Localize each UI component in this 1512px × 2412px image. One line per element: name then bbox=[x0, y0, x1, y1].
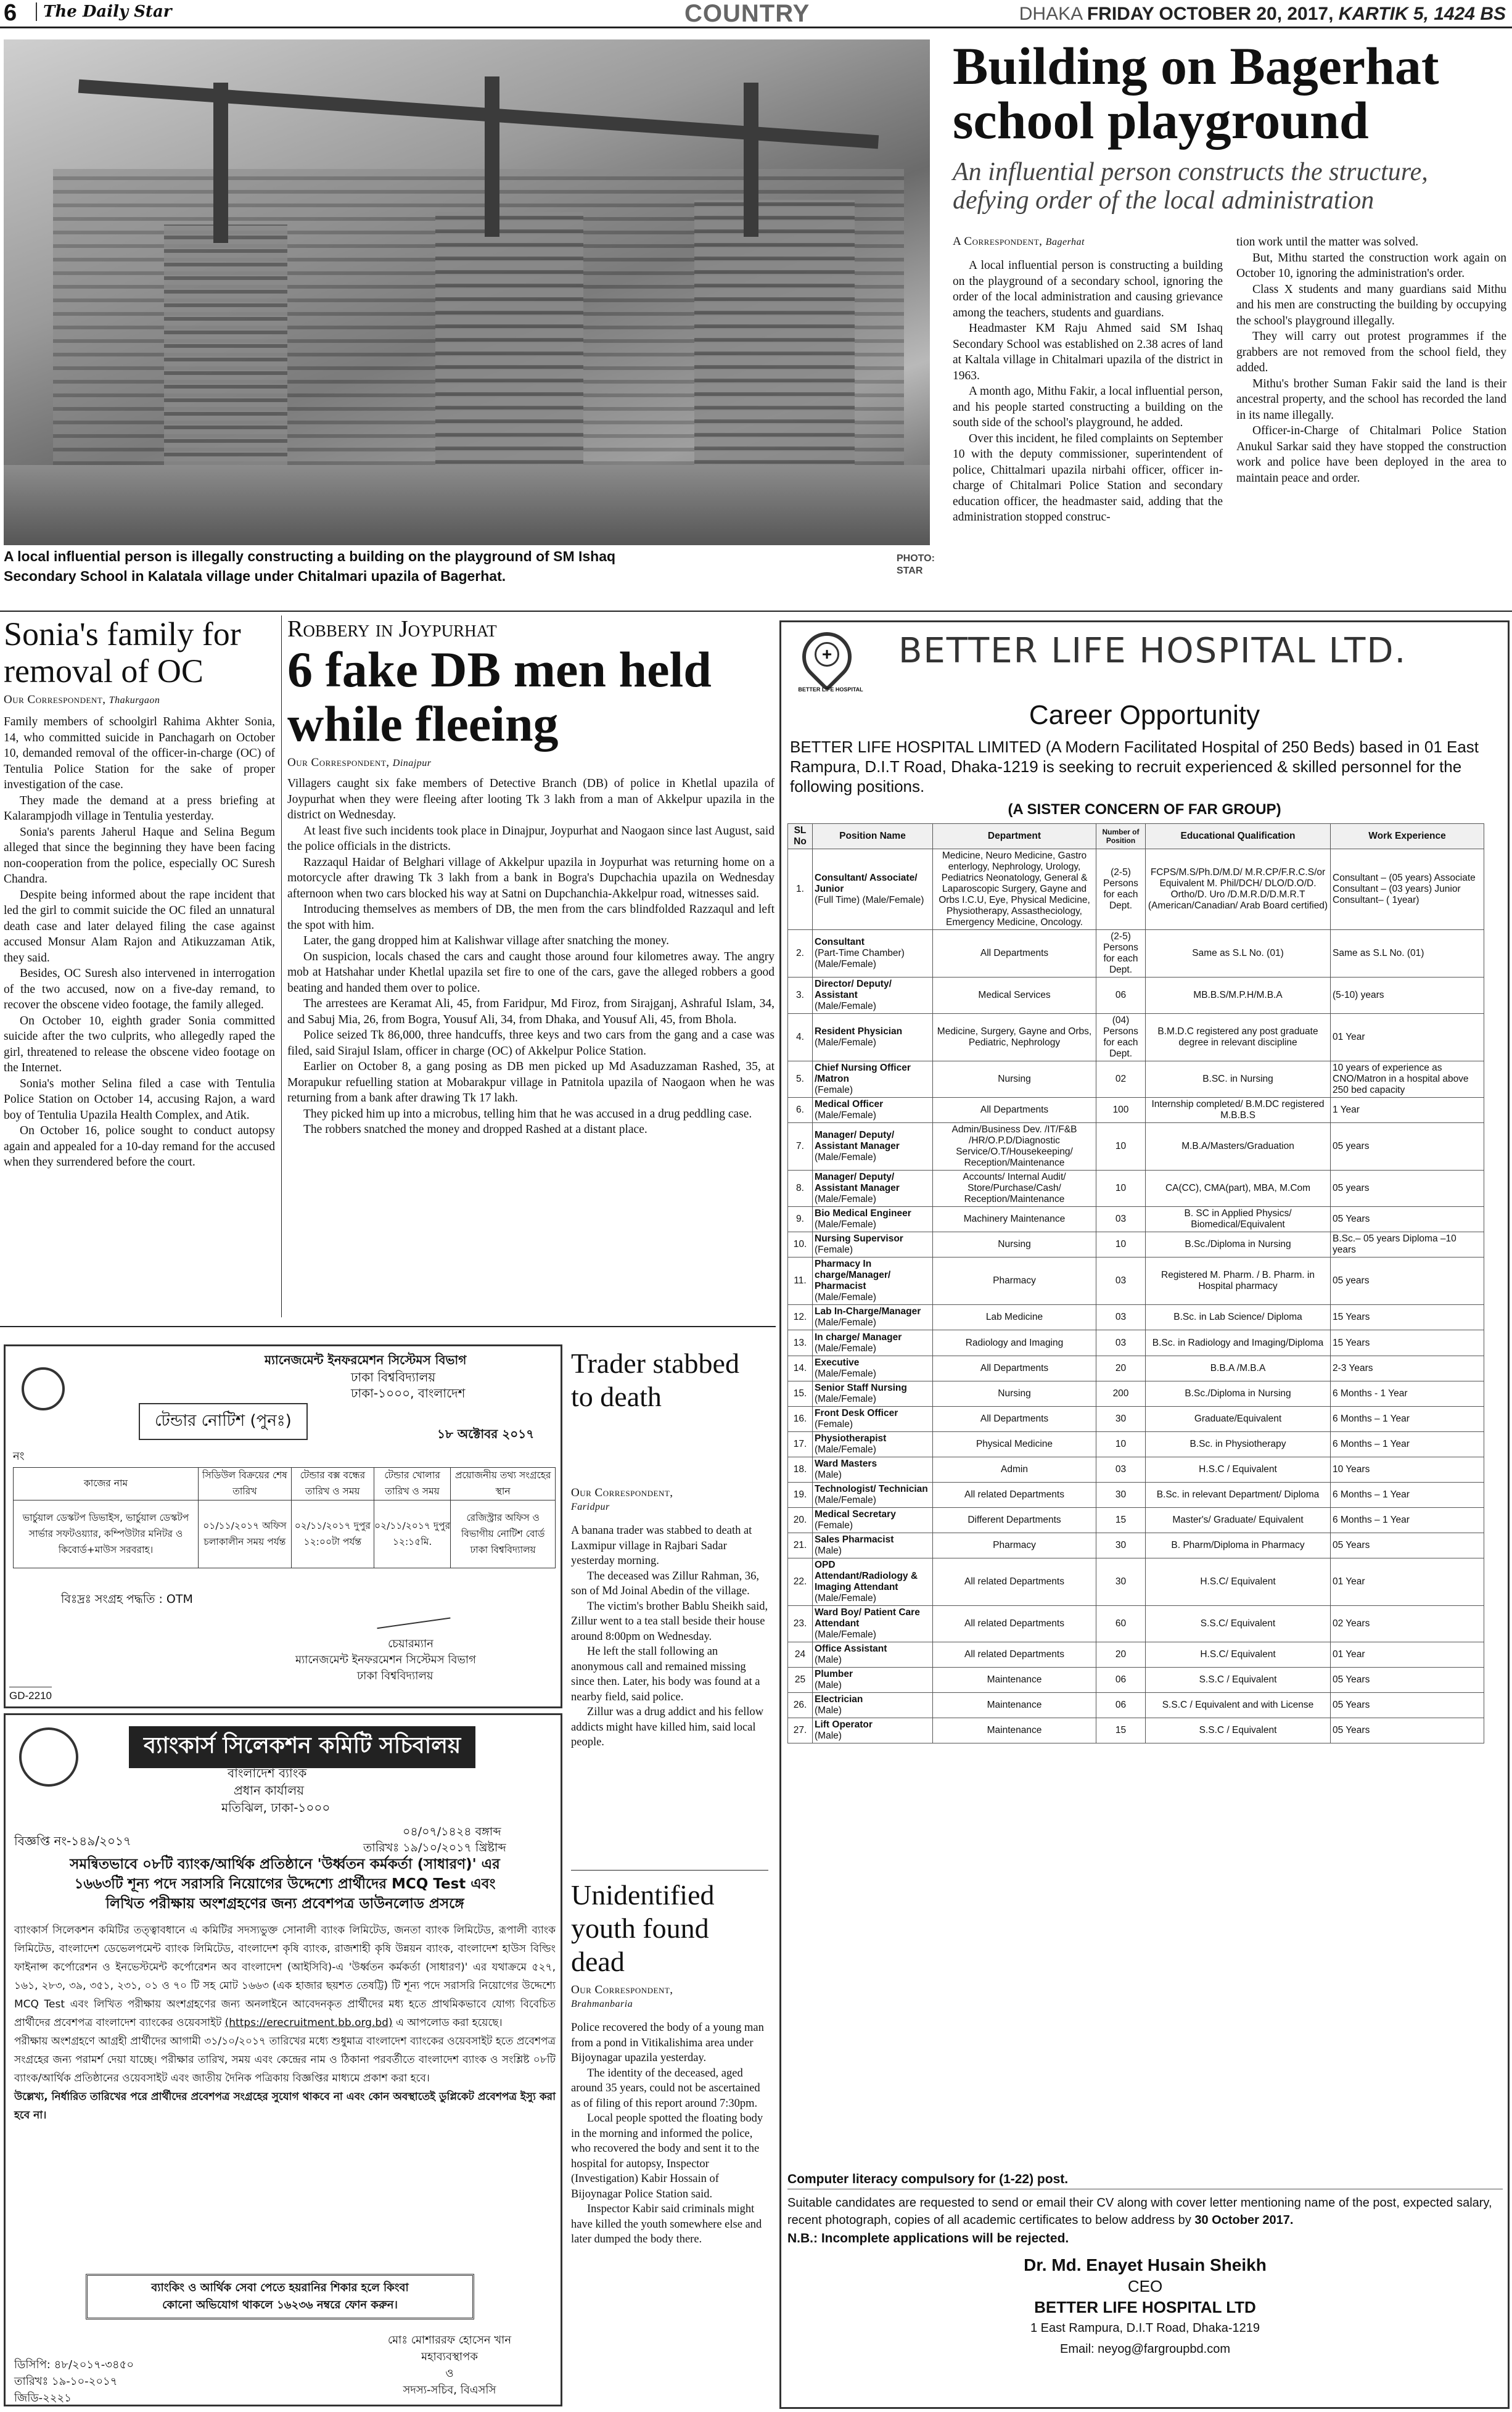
jobs-cell-number: 03 bbox=[1096, 1457, 1146, 1483]
tender-col-header: সিডিউল বিক্রয়ের শেষ তারিখ bbox=[199, 1468, 292, 1500]
divider bbox=[0, 611, 1512, 612]
jobs-cell-position: OPD Attendant/Radiology & Imaging Attendant (Male/Female) bbox=[813, 1558, 933, 1606]
table-row bbox=[788, 1508, 1484, 1533]
bangladesh-bank-seal-icon bbox=[19, 1727, 78, 1787]
lead-column-2: tion work until the matter was solved. But, Mithu started the construction work again on October 10, ignoring the administration's order. Class X students and many guardians said Mithu and his men are constructing the building by occupying the school's playground illegally. They will carry out protest programmes if the grabbers are not removed from the school field, they added. Mithu's brother Suman Fakir said the land is their ancestral property, and the school has recorded the land in its name illegally. Officer-in-Charge of Chitalmari Police Station Anukul Sarkar said they have stopped the construction work and police have been deployed in the area to maintain peace and order. bbox=[1236, 236, 1506, 485]
jobs-cell-department: Admin/Business Dev. /IT/F&B /HR/O.P.D/Diagnostic Service/O.T/Housekeeping/ Reception/Maintenance bbox=[933, 1123, 1096, 1171]
masthead: The Daily Star bbox=[36, 2, 171, 21]
jobs-cell-number: 20 bbox=[1096, 1356, 1146, 1381]
jobs-cell-position: Lab In-Charge/Manager (Male/Female) bbox=[813, 1305, 933, 1330]
jobs-cell-position: Manager/ Deputy/ Assistant Manager (Male/Female) bbox=[813, 1171, 933, 1207]
jobs-cell-experience: 6 Months – 1 Year bbox=[1331, 1483, 1484, 1508]
photo-caption: A local influential person is illegally constructing a building on the playground of SM Ishaq Secondary School in Kalatala village under Chitalmari upazila of Bagerhat. bbox=[4, 548, 616, 584]
jobs-cell-education: S.S.C / Equivalent bbox=[1146, 1718, 1331, 1743]
tender-address: ঢাকা-১০০০, বাংলাদেশ bbox=[351, 1386, 466, 1401]
jobs-cell-position: Lift Operator (Male) bbox=[813, 1718, 933, 1743]
tender-no-label: নং bbox=[13, 1450, 25, 1463]
jobs-cell-department: Medicine, Neuro Medicine, Gastro enterlogy, Nephrology, Urology, Pediatrics Neonatology, General & Laparoscopic Surgery, Gayne and Orbs I.C.U, Eye, Physical Medicine, Physiotherapy, Assastheciology, Emergency Medicine, Oncology. bbox=[933, 849, 1096, 930]
jobs-cell-experience: 10 years of experience as CNO/Matron in a hospital above 250 bed capacity bbox=[1331, 1061, 1484, 1098]
jobs-cell-position: Plumber (Male) bbox=[813, 1668, 933, 1693]
bank-refs: ডিসিপি: ৪৮/২০১৭-৩৪৫০ তারিখঃ ১৯-১০-২০১৭ জিডি-২২২১ bbox=[14, 2358, 134, 2405]
jobs-cell-number: 03 bbox=[1096, 1207, 1146, 1232]
bank-notice-no: বিজ্ঞপ্তি নং-১৪৯/২০১৭ bbox=[14, 1834, 131, 1848]
jobs-cell-experience: B.Sc.– 05 years Diploma –10 years bbox=[1331, 1232, 1484, 1257]
jobs-cell-experience: 6 Months – 1 Year bbox=[1331, 1432, 1484, 1457]
robbery-headline: 6 fake DB men held while fleeing bbox=[287, 641, 712, 752]
jobs-cell-experience: 01 Year bbox=[1331, 1014, 1484, 1061]
jobs-cell-number: 10 bbox=[1096, 1432, 1146, 1457]
jobs-cell-sl: 25 bbox=[788, 1668, 813, 1693]
jobs-cell-department: All Departments bbox=[933, 1356, 1096, 1381]
jobs-cell-experience: 01 Year bbox=[1331, 1642, 1484, 1668]
tender-code: GD-2210 bbox=[9, 1687, 52, 1702]
jobs-cell-education: B.Sc./Diploma in Nursing bbox=[1146, 1232, 1331, 1257]
bank-line: প্রধান কার্যালয় bbox=[234, 1783, 305, 1798]
jobs-cell-education: B.Sc. in Lab Science/ Diploma bbox=[1146, 1305, 1331, 1330]
jobs-cell-position: Electrician (Male) bbox=[813, 1693, 933, 1718]
jobs-cell-education: Graduate/Equivalent bbox=[1146, 1407, 1331, 1432]
jobs-col-header: Position Name bbox=[813, 824, 933, 849]
jobs-cell-education: B. Pharm/Diploma in Pharmacy bbox=[1146, 1533, 1331, 1558]
tender-method: বিঃদ্রঃ সংগ্রহ পদ্ধতি : OTM bbox=[61, 1592, 193, 1606]
jobs-cell-number: 20 bbox=[1096, 1642, 1146, 1668]
jobs-cell-education: MB.B.S/M.P.H/M.B.A bbox=[1146, 978, 1331, 1014]
jobs-cell-department: Nursing bbox=[933, 1381, 1096, 1407]
table-row bbox=[788, 1171, 1484, 1207]
bank-notice bbox=[4, 1713, 562, 2406]
jobs-cell-department: All related Departments bbox=[933, 1558, 1096, 1606]
jobs-cell-position: Office Assistant (Male) bbox=[813, 1642, 933, 1668]
jobs-cell-number: 10 bbox=[1096, 1171, 1146, 1207]
jobs-cell-experience: 6 Months – 1 Year bbox=[1331, 1508, 1484, 1533]
jobs-cell-sl: 11. bbox=[788, 1257, 813, 1305]
jobs-cell-position: Consultant (Part-Time Chamber) (Male/Female) bbox=[813, 930, 933, 978]
jobs-cell-position: Director/ Deputy/ Assistant (Male/Female) bbox=[813, 978, 933, 1014]
section-title: COUNTRY bbox=[684, 0, 810, 27]
jobs-cell-number: 02 bbox=[1096, 1061, 1146, 1098]
table-row bbox=[788, 1207, 1484, 1232]
jobs-cell-number: 06 bbox=[1096, 1668, 1146, 1693]
table-row bbox=[788, 1407, 1484, 1432]
table-row bbox=[788, 1356, 1484, 1381]
jobs-cell-experience: 15 Years bbox=[1331, 1305, 1484, 1330]
table-row bbox=[788, 1642, 1484, 1668]
jobs-cell-department: All related Departments bbox=[933, 1483, 1096, 1508]
jobs-cell-position: Pharmacy In charge/Manager/ Pharmacist (Male/Female) bbox=[813, 1257, 933, 1305]
jobs-cell-position: Manager/ Deputy/ Assistant Manager (Male/Female) bbox=[813, 1123, 933, 1171]
jobs-cell-sl: 27. bbox=[788, 1718, 813, 1743]
jobs-cell-number: 03 bbox=[1096, 1257, 1146, 1305]
jobs-cell-sl: 18. bbox=[788, 1457, 813, 1483]
jobs-col-header: Educational Qualification bbox=[1146, 824, 1331, 849]
robbery-kicker: Robbery in Joypurhat bbox=[287, 616, 497, 642]
tender-cell: ০২/১১/২০১৭ দুপুর ১২:০০টা পর্যন্ত bbox=[291, 1500, 374, 1568]
hospital-title: Career Opportunity bbox=[1029, 700, 1260, 730]
jobs-cell-education: H.S.C/ Equivalent bbox=[1146, 1558, 1331, 1606]
table-row bbox=[788, 930, 1484, 978]
jobs-cell-department: Nursing bbox=[933, 1061, 1096, 1098]
tender-title: টেন্ডার নোটিশ (পুনঃ) bbox=[139, 1403, 308, 1440]
lead-deck: An influential person constructs the structure, defying order of the local administration bbox=[953, 158, 1428, 215]
jobs-cell-number: 06 bbox=[1096, 1693, 1146, 1718]
jobs-cell-experience: 05 years bbox=[1331, 1171, 1484, 1207]
table-row bbox=[788, 1123, 1484, 1171]
jobs-cell-number: (2-5) Persons for each Dept. bbox=[1096, 849, 1146, 930]
jobs-cell-sl: 19. bbox=[788, 1483, 813, 1508]
jobs-col-header: Number of Position bbox=[1096, 824, 1146, 849]
table-row bbox=[788, 1061, 1484, 1098]
jobs-cell-sl: 8. bbox=[788, 1171, 813, 1207]
jobs-cell-sl: 16. bbox=[788, 1407, 813, 1432]
jobs-cell-position: Physiotherapist (Male/Female) bbox=[813, 1432, 933, 1457]
medical-cross-icon: + bbox=[815, 642, 839, 667]
jobs-cell-experience: Same as S.L No. (01) bbox=[1331, 930, 1484, 978]
jobs-cell-experience: 01 Year bbox=[1331, 1558, 1484, 1606]
youth-headline: Unidentified youth found dead bbox=[571, 1879, 715, 1977]
jobs-cell-experience: 05 Years bbox=[1331, 1207, 1484, 1232]
jobs-cell-sl: 22. bbox=[788, 1558, 813, 1606]
lead-byline: A Correspondent, Bagerhat bbox=[953, 235, 1085, 248]
jobs-cell-department: Pharmacy bbox=[933, 1533, 1096, 1558]
jobs-cell-education: B.M.D.C registered any post graduate degree in relevant discipline bbox=[1146, 1014, 1331, 1061]
robbery-byline: Our Correspondent, Dinajpur bbox=[287, 756, 432, 769]
robbery-body: Villagers caught six fake members of Detective Branch (DB) of police in Khetlal upazila of Joypurhat when they were fleeing after looting Tk 3 lakh from a man of Akkelpur upazila in the district on Wednesday. At least five such incidents took place in Dinajpur, Joypurhat and Naogaon since last August, said the police officials in the districts. Razzaqul Haidar of Belghari village of Akkelpur upazila in Joypurhat was returning home on a motorcycle after drawing Tk 3 lakh from a bank in Bogra's Dupchachia upazila on Wednesday afternoon when two cars blocked his way at Satni on Dupchanchia-Akkelpur road, witnesses said. Introducing themselves as members of DB, the men from the cars blindfolded Razzaqul and left the spot with him. Later, the gang dropped him at Kalishwar village after snatching the money. On suspicion, locals chased the cars and caught those around four kilometres away. The angry mob at Hatshahar under Khetlal upazila set fire to one of the cars, gave the alleged robbers a good beating and handed them over to police. The arrestees are Keramat Ali, 45, from Faridpur, Md Firoz, from Sirajganj, Ashraful Islam, 34, and Sabuj Mia, 26, from Bogra, Yousuf Ali, 34, from Dhaka, and Yousuf Ali, 45, from Bhola. Police seized Tk 86,000, three handcuffs, three keys and two cars from the gang and a case was filed, said Sirajul Islam, officer in charge (OC) of Akkelpur Police Station. Earlier on October 8, a gang posing as DB men picked up Md Asaduzzaman Rashed, 35, at Morapukur refuelling station at Mobarakpur village in Patnitola upazila of Naogaon when he was returning from a bank after drawing Tk 17 lakh. They picked him up into a microbus, telling him that he was accused in a drug peddling case. The robbers snatched the money and dropped Rashed at a distant place. bbox=[287, 777, 774, 1136]
university-seal-icon bbox=[22, 1367, 65, 1410]
jobs-cell-department: All Departments bbox=[933, 1098, 1096, 1123]
jobs-cell-department: All Departments bbox=[933, 1407, 1096, 1432]
tender-cell: ০১/১১/২০১৭ অফিস চলাকালীন সময় পর্যন্ত bbox=[199, 1500, 292, 1568]
bank-body: ব্যাংকার্স সিলেকশন কমিটির তত্ত্বাবধানে এ কমিটির সদস্যভুক্ত সোনালী ব্যাংক লিমিটেড, জনতা ব্যাংক লিমিটেড, রূপালী ব্যাংক লিমিটেড, বাংলাদেশ ডেভেলপমেন্ট ব্যাংক লিমিটেড, বাংলাদেশ কৃষি ব্যাংক, রাজশাহী কৃষি উন্নয়ন ব্যাংক, বাংলাদেশ হাউস বিল্ডিং ফাইনান্স কর্পোরেশন ও ইনভেস্টমেন্ট কর্পোরেশন অব বাংলাদেশ (আইসিবি)-এ 'উর্ধ্বতন কর্মকর্তা (সাধারণ)' এর যথাক্রমে ৫২৭, ১৬১, ২৮৩, ৩৯, ৩৫১, ২৩১, ০১ ও ৭০ টি সহ মোট ১৬৬৩ (এক হাজার ছয়শত তেষট্টি) টি শূন্য পদে সরাসরি নিয়োগের উদ্দেশ্যে MCQ Test এবং লিখিত পরীক্ষায় অংশগ্রহণের জন্য অনলাইনে আবেদনকৃত প্রার্থীদের মধ্য হতে প্রাথমিকভাবে যোগ্য বিবেচিত প্রার্থীদের প্রবেশপত্র বাংলাদেশ ব্যাংকের ওয়েবসাইট (https://erecruitment.bb.org.bd) এ আপলোড করা হয়েছে। পরীক্ষায় অংশগ্রহণে আগ্রহী প্রার্থীদের আগামী ৩১/১০/২০১৭ তারিখের মধ্যে শুধুমাত্র বাংলাদেশ ব্যাংকের ওয়েবসাইট হতে প্রবেশপত্র সংগ্রহের জন্য পরামর্শ দেয়া যাচ্ছে। পরীক্ষার তারিখ, সময় এবং কেন্দ্রের নাম ও ঠিকানা পরবর্তীতে বাংলাদেশ ব্যাংক ও সংশ্লিষ্ট ০৮টি ব্যাংক/আর্থিক প্রতিষ্ঠানের ওয়েবসাইট এবং জাতীয় দৈনিক পত্রিকায় বিজ্ঞপ্তির মাধ্যমে প্রকাশ করা হবে। উল্লেখ্য, নির্ধারিত তারিখের পরে প্রার্থীদের প্রবেশপত্র সংগ্রহের সুযোগ থাকবে না এবং কোন অবস্থাতেই ডুপ্লিকেট প্রবেশপত্র ইস্যু করা হবে না। bbox=[14, 1924, 556, 2122]
table-row bbox=[788, 1305, 1484, 1330]
jobs-cell-department: Accounts/ Internal Audit/ Store/Purchase/Cash/ Reception/Maintenance bbox=[933, 1171, 1096, 1207]
hospital-logo bbox=[794, 627, 861, 695]
signature-icon bbox=[374, 1600, 450, 1629]
jobs-cell-number: (2-5) Persons for each Dept. bbox=[1096, 930, 1146, 978]
jobs-table bbox=[787, 823, 1484, 1743]
table-row bbox=[788, 1330, 1484, 1356]
page-number: 6 bbox=[4, 0, 17, 26]
tender-col-header: টেন্ডার খোলার তারিখ ও সময় bbox=[374, 1468, 450, 1500]
trader-body: A banana trader was stabbed to death at Laxmipur village in Rajbari Sadar yesterday morning. The deceased was Zillur Rahman, 36, son of Md Joinal Abedin of the village. The victim's brother Bablu Sheikh said, Zillur went to a tea stall beside their house around 8:00pm on Wednesday. He left the stall following an anonymous call and remained missing since then. Later, his body was found at a nearby field, said police. Zillur was a drug addict and his fellow addicts might have killed him, said local people. bbox=[571, 1525, 768, 1748]
jobs-cell-number: 03 bbox=[1096, 1330, 1146, 1356]
tender-signer: চেয়ারম্যান bbox=[388, 1637, 433, 1650]
jobs-cell-sl: 24 bbox=[788, 1642, 813, 1668]
table-row bbox=[788, 1232, 1484, 1257]
jobs-cell-sl: 7. bbox=[788, 1123, 813, 1171]
table-row bbox=[788, 849, 1484, 930]
jobs-cell-position: Ward Masters (Male) bbox=[813, 1457, 933, 1483]
jobs-cell-education: B.B.A /M.B.A bbox=[1146, 1356, 1331, 1381]
table-row bbox=[788, 1533, 1484, 1558]
jobs-cell-education: B.Sc./Diploma in Nursing bbox=[1146, 1381, 1331, 1407]
tender-univ: ঢাকা বিশ্ববিদ্যালয় bbox=[351, 1370, 436, 1385]
hospital-email[interactable]: Email: neyog@fargroupbd.com bbox=[1060, 2342, 1230, 2356]
tender-cell: ০২/১১/২০১৭ দুপুর ১২:১৫মি. bbox=[374, 1500, 450, 1568]
table-row bbox=[788, 1457, 1484, 1483]
table-row bbox=[788, 1483, 1484, 1508]
jobs-cell-sl: 9. bbox=[788, 1207, 813, 1232]
jobs-cell-number: 30 bbox=[1096, 1533, 1146, 1558]
hospital-ad bbox=[779, 620, 1510, 2409]
table-row bbox=[788, 1668, 1484, 1693]
jobs-cell-number: 15 bbox=[1096, 1508, 1146, 1533]
jobs-cell-education: H.S.C / Equivalent bbox=[1146, 1457, 1331, 1483]
table-row bbox=[788, 1098, 1484, 1123]
jobs-cell-education: B.SC. in Nursing bbox=[1146, 1061, 1331, 1098]
jobs-cell-department: Maintenance bbox=[933, 1668, 1096, 1693]
jobs-cell-experience: 2-3 Years bbox=[1331, 1356, 1484, 1381]
jobs-cell-education: H.S.C/ Equivalent bbox=[1146, 1642, 1331, 1668]
jobs-cell-number: 10 bbox=[1096, 1232, 1146, 1257]
jobs-col-header: SL No bbox=[788, 824, 813, 849]
tender-col-header: প্রয়োজনীয় তথ্য সংগ্রহের স্থান bbox=[451, 1468, 556, 1500]
jobs-cell-education: CA(CC), CMA(part), MBA, M.Com bbox=[1146, 1171, 1331, 1207]
tender-col-header: কাজের নাম bbox=[14, 1468, 199, 1500]
jobs-cell-experience: 6 Months - 1 Year bbox=[1331, 1381, 1484, 1407]
jobs-cell-experience: 02 Years bbox=[1331, 1606, 1484, 1642]
jobs-cell-department: Pharmacy bbox=[933, 1257, 1096, 1305]
sonia-body: Family members of schoolgirl Rahima Akhter Sonia, 14, who committed suicide in Panchagarh on October 10, demanded removal of the officer-in-charge (OC) of Tentulia Police Station for the sake of proper investigation of the case. They made the demand at a press briefing at Kalarampjodh village in Tentulia yesterday. Sonia's parents Jaherul Haque and Selina Begum alleged that since the beginning they have been facing non-cooperation from the police, especially OC Suresh Chandra. Despite being informed about the rape incident that led the girl to commit suicide the OC filed an unnatural death case and later delayed filing the case against accused Monsur Alam Rajon and Atikuzzaman Atik, they said. Besides, OC Suresh also intervened in interrogation of the two accused, now on a five-day remand, to recover the obscene video footage, the family alleged. On October 10, eighth grader Sonia committed suicide after the two culprits, who allegedly raped the girl, threatened to release the obscene video footage on the Internet. Sonia's mother Selina filed a case with Tentulia Police Station on October 14, accusing Rajon, a ward boy of Tentulia Upazila Health Complex, and Atik. On October 16, police sought to conduct autopsy again and appealed for a 10-day remand for the accused when they surrendered before the court. bbox=[4, 715, 275, 1169]
jobs-cell-department: Maintenance bbox=[933, 1693, 1096, 1718]
jobs-cell-sl: 1. bbox=[788, 849, 813, 930]
jobs-cell-position: Medical Secretary (Female) bbox=[813, 1508, 933, 1533]
jobs-cell-number: 10 bbox=[1096, 1123, 1146, 1171]
bank-title: ব্যাংকার্স সিলেকশন কমিটি সচিবালয় bbox=[129, 1726, 475, 1768]
jobs-cell-sl: 17. bbox=[788, 1432, 813, 1457]
table-row bbox=[788, 1718, 1484, 1743]
tender-notice bbox=[4, 1344, 562, 1708]
jobs-cell-education: FCPS/M.S/Ph.D/M.D/ M.R.CP/F.R.C.S/or Equivalent M. Phil/DCH/ DLO/D.O/D. Ortho/D. Uro /D.M.R.D/D.M.R.T (American/Canadian/ Arab Board certified) bbox=[1146, 849, 1331, 930]
jobs-cell-experience: 6 Months – 1 Year bbox=[1331, 1407, 1484, 1432]
jobs-cell-experience: 10 Years bbox=[1331, 1457, 1484, 1483]
jobs-cell-sl: 12. bbox=[788, 1305, 813, 1330]
jobs-cell-number: 30 bbox=[1096, 1483, 1146, 1508]
jobs-cell-education: Internship completed/ B.M.DC registered M.B.B.S bbox=[1146, 1098, 1331, 1123]
jobs-cell-number: 30 bbox=[1096, 1558, 1146, 1606]
trader-headline: Trader stabbed to death bbox=[571, 1348, 739, 1412]
bank-date: ০৪/০৭/১৪২৪ বঙ্গাব্দ তারিখঃ ১৯/১০/২০১৭ খ্রিষ্টাব্দ bbox=[363, 1825, 506, 1854]
table-row bbox=[788, 978, 1484, 1014]
jobs-cell-department: Medicine, Surgery, Gayne and Orbs, Pediatric, Nephrology bbox=[933, 1014, 1096, 1061]
jobs-cell-education: Same as S.L No. (01) bbox=[1146, 930, 1331, 978]
bank-url-link[interactable]: (https://erecruitment.bb.org.bd) bbox=[224, 2017, 393, 2029]
jobs-cell-position: Consultant/ Associate/ Junior (Full Time) (Male/Female) bbox=[813, 849, 933, 930]
divider bbox=[0, 1326, 776, 1327]
jobs-cell-position: Resident Physician (Male/Female) bbox=[813, 1014, 933, 1061]
jobs-cell-number: (04) Persons for each Dept. bbox=[1096, 1014, 1146, 1061]
jobs-cell-position: Front Desk Officer (Female) bbox=[813, 1407, 933, 1432]
jobs-cell-position: Ward Boy/ Patient Care Attendant (Male/Female) bbox=[813, 1606, 933, 1642]
bank-hotline: ব্যাংকিং ও আর্থিক সেবা পেতে হয়রানির শিকার হলে কিংবা কোনো অভিযোগ থাকলে ১৬২৩৬ নম্বরে ফোন করুন। bbox=[86, 2274, 474, 2319]
jobs-cell-sl: 23. bbox=[788, 1606, 813, 1642]
hospital-apply-note: Suitable candidates are requested to send or email their CV along with cover letter mentioning name of the post, expected salary, recent photograph, copies of all academic certificates to below address by 30 October 2017. bbox=[787, 2196, 1492, 2227]
jobs-cell-department: Radiology and Imaging bbox=[933, 1330, 1096, 1356]
sonia-byline: Our Correspondent, Thakurgaon bbox=[4, 693, 160, 706]
jobs-cell-education: S.S.C / Equivalent and with License bbox=[1146, 1693, 1331, 1718]
jobs-cell-experience: (5-10) years bbox=[1331, 978, 1484, 1014]
jobs-cell-sl: 2. bbox=[788, 930, 813, 978]
tender-date: ১৮ অক্টোবর ২০১৭ bbox=[437, 1426, 535, 1441]
jobs-cell-sl: 10. bbox=[788, 1232, 813, 1257]
bank-signer: মোঃ মোশাররফ হোসেন খান মহাব্যবস্থাপক ও সদস্য-সচিব, বিএসসি bbox=[387, 2334, 512, 2397]
hospital-sister: (A SISTER CONCERN OF FAR GROUP) bbox=[1008, 801, 1281, 818]
jobs-col-header: Department bbox=[933, 824, 1096, 849]
jobs-cell-number: 03 bbox=[1096, 1305, 1146, 1330]
jobs-cell-education: B. SC in Applied Physics/ Biomedical/Equivalent bbox=[1146, 1207, 1331, 1232]
tender-signer-univ: ঢাকা বিশ্ববিদ্যালয় bbox=[357, 1669, 433, 1682]
jobs-cell-department: Nursing bbox=[933, 1232, 1096, 1257]
sonia-headline: Sonia's family for removal of OC bbox=[4, 615, 241, 689]
table-row bbox=[788, 1558, 1484, 1606]
jobs-cell-experience: 05 Years bbox=[1331, 1668, 1484, 1693]
tender-cell: ভার্চুয়াল ডেস্কটপ ডিভাইস, ভার্চুয়াল ডেস্কটপ সার্ভার সফটওয়্যার, কম্পিউটার মনিটর ও কিবোর্ড+মাউস সরবরাহ। bbox=[14, 1500, 199, 1568]
jobs-cell-sl: 6. bbox=[788, 1098, 813, 1123]
jobs-cell-department: All Departments bbox=[933, 930, 1096, 978]
jobs-cell-position: In charge/ Manager (Male/Female) bbox=[813, 1330, 933, 1356]
tender-office: ম্যানেজমেন্ট ইনফরমেশন সিস্টেমস বিভাগ bbox=[265, 1352, 467, 1367]
jobs-cell-department: Lab Medicine bbox=[933, 1305, 1096, 1330]
jobs-cell-department: Medical Services bbox=[933, 978, 1096, 1014]
jobs-cell-experience: 05 Years bbox=[1331, 1693, 1484, 1718]
jobs-cell-position: Bio Medical Engineer (Male/Female) bbox=[813, 1207, 933, 1232]
tender-col-header: টেন্ডার বক্স বন্ধের তারিখ ও সময় bbox=[291, 1468, 374, 1500]
bank-line: মতিঝিল, ঢাকা-১০০০ bbox=[221, 1800, 331, 1815]
jobs-cell-sl: 13. bbox=[788, 1330, 813, 1356]
jobs-cell-number: 30 bbox=[1096, 1407, 1146, 1432]
hospital-nb: N.B.: Incomplete applications will be rejected. bbox=[787, 2231, 1069, 2245]
jobs-cell-department: Maintenance bbox=[933, 1718, 1096, 1743]
bank-line: বাংলাদেশ ব্যাংক bbox=[228, 1766, 307, 1780]
tender-signer-office: ম্যানেজমেন্ট ইনফরমেশন সিস্টেমস বিভাগ bbox=[295, 1653, 476, 1666]
jobs-cell-position: Medical Officer (Male/Female) bbox=[813, 1098, 933, 1123]
jobs-cell-sl: 5. bbox=[788, 1061, 813, 1098]
jobs-cell-number: 100 bbox=[1096, 1098, 1146, 1123]
lead-column-1: A local influential person is constructing a building on the playground of a secondary school, ignoring the order of the local administration and causing grievance among the teachers, students and guardians. Headmaster KM Raju Ahmed said SM Ishaq Secondary School was established on 2.38 acres of land at Kaltala village in Chitalmari upazila of the district in 1963. A month ago, Mithu Fakir, a local influential person, and his people started constructing a building on the south side of the school's playground, he added. Over this incident, he filed complaints on September 10 with the deputy commissioner, superintendent of police, Chittalmari upazila nirbahi officer, officer in-charge of Chitalmari Police Station and secondary education officer, the headmaster said, adding that the administration stopped construc- bbox=[953, 259, 1223, 524]
hospital-footer bbox=[787, 2170, 1503, 2360]
jobs-cell-education: Registered M. Pharm. / B. Pharm. in Hospital pharmacy bbox=[1146, 1257, 1331, 1305]
jobs-cell-number: 60 bbox=[1096, 1606, 1146, 1642]
table-row bbox=[788, 1432, 1484, 1457]
jobs-cell-education: S.S.C / Equivalent bbox=[1146, 1668, 1331, 1693]
table-row bbox=[788, 1257, 1484, 1305]
jobs-cell-experience: 05 Years bbox=[1331, 1718, 1484, 1743]
jobs-cell-department: All related Departments bbox=[933, 1606, 1096, 1642]
hospital-intro: BETTER LIFE HOSPITAL LIMITED (A Modern Facilitated Hospital of 250 Beds) based in 01 East Rampura, D.I.T Road, Dhaka-1219 is seeking to recruit experienced & skilled personnel for the following positions. bbox=[790, 738, 1479, 796]
logo-text: BETTER LIFE HOSPITAL bbox=[798, 686, 863, 693]
jobs-cell-education: Master's/ Graduate/ Equivalent bbox=[1146, 1508, 1331, 1533]
jobs-cell-sl: 14. bbox=[788, 1356, 813, 1381]
jobs-cell-department: Physical Medicine bbox=[933, 1432, 1096, 1457]
jobs-cell-position: Technologist/ Technician (Male/Female) bbox=[813, 1483, 933, 1508]
jobs-cell-department: Different Departments bbox=[933, 1508, 1096, 1533]
divider bbox=[571, 1870, 768, 1871]
bank-heading: সমন্বিতভাবে ০৮টি ব্যাংক/আর্থিক প্রতিষ্ঠানে 'উর্ধ্বতন কর্মকর্তা (সাধারণ)' এর ১৬৬৩টি শূন্য পদে সরাসরি নিয়োগের উদ্দেশ্যে প্রার্থীদের MCQ Test এবং লিখিত পরীক্ষায় অংশগ্রহণের জন্য প্রবেশপত্র ডাউনলোড প্রসঙ্গে bbox=[70, 1856, 500, 1912]
jobs-cell-number: 15 bbox=[1096, 1718, 1146, 1743]
jobs-cell-sl: 20. bbox=[788, 1508, 813, 1533]
jobs-cell-department: All related Departments bbox=[933, 1642, 1096, 1668]
jobs-cell-department: Admin bbox=[933, 1457, 1096, 1483]
photo-credit: PHOTO: STAR bbox=[897, 553, 935, 576]
jobs-cell-education: B.Sc. in relevant Department/ Diploma bbox=[1146, 1483, 1331, 1508]
tender-cell: রেজিস্ট্রার অফিস ও বিভাগীয় নোটিশ বোর্ড ঢাকা বিশ্ববিদ্যালয় bbox=[451, 1500, 556, 1568]
jobs-cell-education: M.B.A/Masters/Graduation bbox=[1146, 1123, 1331, 1171]
jobs-cell-position: Sales Pharmacist (Male) bbox=[813, 1533, 933, 1558]
jobs-cell-education: B.Sc. in Physiotherapy bbox=[1146, 1432, 1331, 1457]
hospital-note: Computer literacy compulsory for (1-22) post. bbox=[787, 2170, 1503, 2189]
jobs-cell-sl: 3. bbox=[788, 978, 813, 1014]
hospital-signature: Dr. Md. Enayet Husain Sheikh CEO BETTER LIFE HOSPITAL LTD 1 East Rampura, D.I.T Road, Dhaka-1219 Email: neyog@fargroupbd.com bbox=[787, 2249, 1503, 2360]
jobs-cell-department: Machinery Maintenance bbox=[933, 1207, 1096, 1232]
hospital-brand: BETTER LIFE HOSPITAL LTD. bbox=[898, 631, 1407, 671]
youth-byline: Our Correspondent, Brahmanbaria bbox=[571, 1983, 673, 2009]
column-rule bbox=[281, 615, 282, 1317]
tender-table bbox=[13, 1467, 556, 1568]
jobs-cell-education: B.Sc. in Radiology and Imaging/Diploma bbox=[1146, 1330, 1331, 1356]
jobs-cell-education: S.S.C/ Equivalent bbox=[1146, 1606, 1331, 1642]
jobs-col-header: Work Experience bbox=[1331, 824, 1484, 849]
lead-photo bbox=[4, 39, 930, 545]
jobs-cell-sl: 4. bbox=[788, 1014, 813, 1061]
table-row bbox=[788, 1014, 1484, 1061]
dateline: DHAKA FRIDAY OCTOBER 20, 2017, KARTIK 5, 1424 BS bbox=[1019, 4, 1506, 24]
table-row bbox=[788, 1693, 1484, 1718]
jobs-cell-position: Nursing Supervisor (Female) bbox=[813, 1232, 933, 1257]
jobs-rows bbox=[788, 849, 1484, 1743]
jobs-cell-experience: 15 Years bbox=[1331, 1330, 1484, 1356]
jobs-cell-experience: 1 Year bbox=[1331, 1098, 1484, 1123]
trader-byline: Our Correspondent, Faridpur bbox=[571, 1486, 673, 1512]
jobs-cell-experience: 05 Years bbox=[1331, 1533, 1484, 1558]
youth-body: Police recovered the body of a young man from a pond in Vitikalishima area under Bijoynagar upazila yesterday. The identity of the deceased, aged around 35 years, could not be ascertained as of filing of this report around 7:30pm. Local people spotted the floating body in the morning and informed the police, who recovered the body and sent it to the hospital for autopsy, Inspector (Investigation) Kabir Hossain of Bijoynagar Police Station said. Inspector Kabir said criminals might have killed the youth somewhere else and later dumped the body there. bbox=[571, 2022, 764, 2245]
table-row bbox=[788, 1606, 1484, 1642]
jobs-cell-sl: 15. bbox=[788, 1381, 813, 1407]
jobs-cell-position: Executive (Male/Female) bbox=[813, 1356, 933, 1381]
jobs-cell-position: Senior Staff Nursing (Male/Female) bbox=[813, 1381, 933, 1407]
lead-headline: Building on Bagerhat school playground bbox=[953, 36, 1439, 150]
jobs-cell-experience: Consultant – (05 years) Associate Consultant – (03 years) Junior Consultant– ( 1year) bbox=[1331, 849, 1484, 930]
jobs-cell-experience: 05 years bbox=[1331, 1123, 1484, 1171]
jobs-cell-sl: 26. bbox=[788, 1693, 813, 1718]
jobs-cell-position: Chief Nursing Officer /Matron (Female) bbox=[813, 1061, 933, 1098]
page-header bbox=[0, 0, 1512, 28]
jobs-cell-sl: 21. bbox=[788, 1533, 813, 1558]
table-row bbox=[788, 1381, 1484, 1407]
jobs-cell-number: 06 bbox=[1096, 978, 1146, 1014]
jobs-cell-experience: 05 years bbox=[1331, 1257, 1484, 1305]
jobs-cell-number: 200 bbox=[1096, 1381, 1146, 1407]
